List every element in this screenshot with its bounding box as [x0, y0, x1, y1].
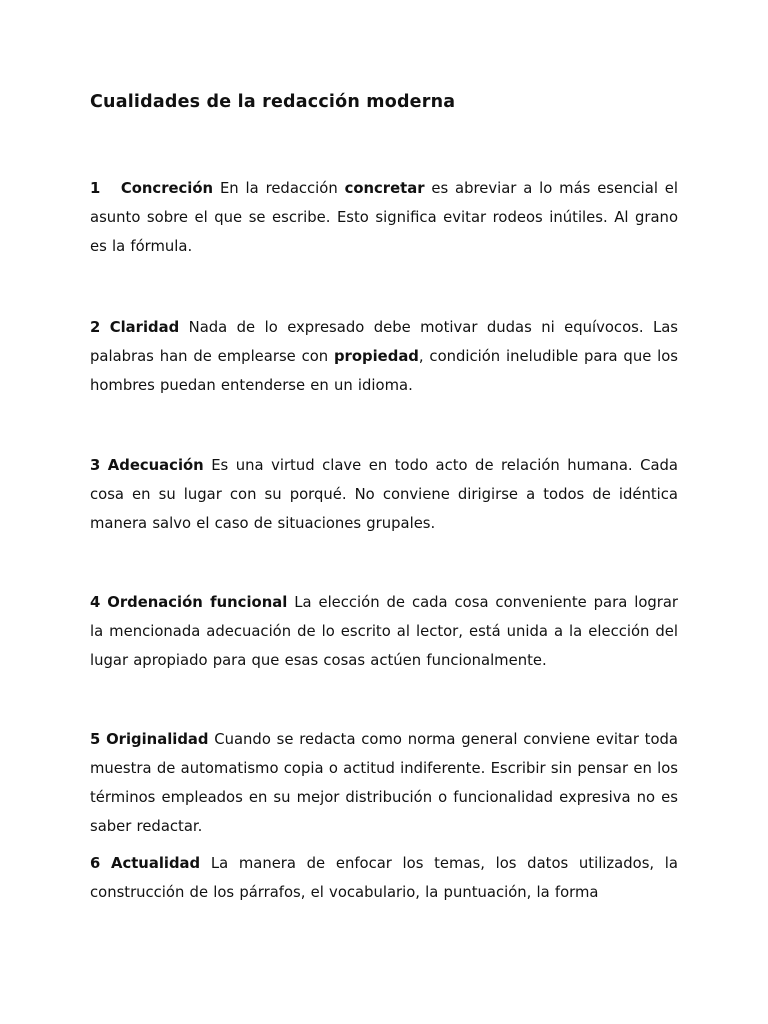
paragraph-number: 4: [90, 594, 101, 611]
paragraph-concrecion: [90, 174, 678, 261]
highlighted-term: concretar: [344, 180, 425, 197]
paragraph-text: En la redacción: [213, 180, 345, 197]
paragraph-term: Concreción: [120, 180, 214, 197]
highlighted-term: propiedad: [333, 348, 419, 365]
paragraph-term: Claridad: [109, 319, 180, 336]
paragraph-adecuacion: [90, 451, 678, 538]
paragraph-text: La elección de cada cosa conveniente para lograr la mencionada adecuación de lo escrito al lector, está unida a la elección del lugar apropiado para que esas cosas actúen funcionalmente.: [90, 594, 678, 669]
paragraph-originalidad: [90, 725, 678, 841]
paragraph-number: 3: [90, 457, 101, 474]
paragraph-term: Adecuación: [107, 457, 204, 474]
paragraph-text: Cuando se redacta como norma general conviene evitar toda muestra de automatismo copia o actitud indiferente. Escribir sin pensar en los términos empleados en su mejor distribución o funcionalidad expresiva no es saber redactar.: [90, 731, 678, 835]
paragraph-actualidad: [90, 849, 678, 907]
paragraph-number: 2: [90, 319, 101, 336]
paragraph-text: , condición ineludible para que los hombres puedan entenderse en un idioma.: [90, 348, 678, 394]
paragraph-text: Nada de lo expresado debe motivar dudas ni equívocos. Las palabras han de emplearse con: [90, 319, 678, 365]
paragraph-number: 6: [90, 855, 101, 872]
paragraph-claridad: [90, 313, 678, 400]
paragraph-number: 5: [90, 731, 101, 748]
document-title: Cualidades de la redacción moderna: [90, 92, 456, 112]
paragraph-text: Es una virtud clave en todo acto de relación humana. Cada cosa en su lugar con su porqué. No conviene dirigirse a todos de idéntica manera salvo el caso de situaciones grupales.: [90, 457, 678, 532]
paragraph-term: Ordenación funcional: [107, 594, 288, 611]
paragraph-text: es abreviar a lo más esencial el asunto sobre el que se escribe. Esto significa evitar rodeos inútiles. Al grano es la fórmula.: [90, 180, 678, 255]
paragraph-text: La manera de enfocar los temas, los datos utilizados, la construcción de los párrafos, el vocabulario, la puntuación, la forma: [90, 855, 678, 901]
paragraph-number: 1: [90, 180, 101, 197]
paragraph-term: Originalidad: [106, 731, 209, 748]
paragraph-term: Actualidad: [111, 855, 201, 872]
paragraph-ordenacion-funcional: [90, 588, 678, 675]
